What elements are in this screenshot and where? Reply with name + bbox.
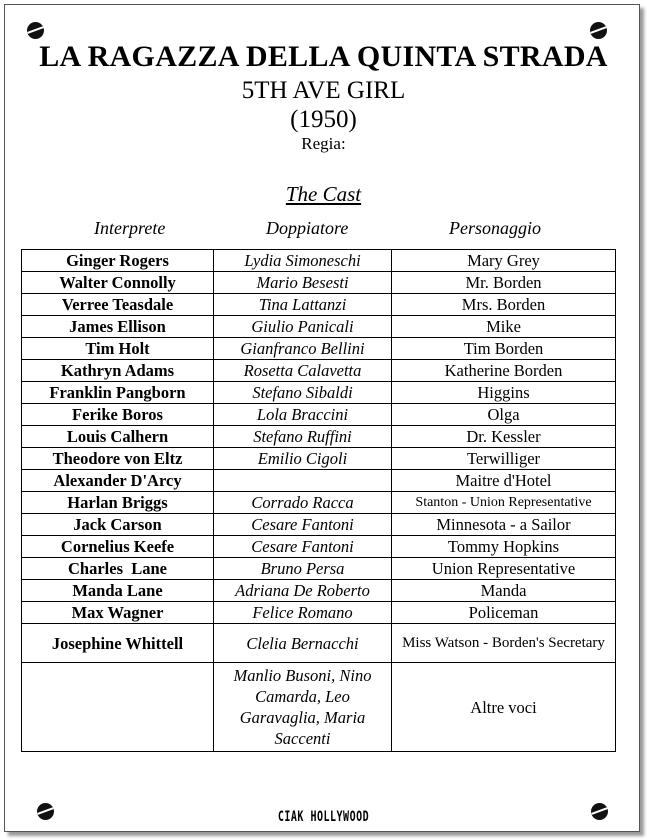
table-row xyxy=(22,360,616,382)
column-header-interprete: Interprete xyxy=(94,218,166,238)
table-row xyxy=(22,250,616,272)
dubber-cell: Cesare Fantoni xyxy=(214,514,392,536)
table-row xyxy=(22,492,616,514)
character-cell: Maitre d'Hotel xyxy=(392,470,616,492)
actor-cell: Manda Lane xyxy=(22,580,214,602)
original-title: 5TH AVE GIRL xyxy=(241,77,406,104)
dubber-cell: Adriana De Roberto xyxy=(214,580,392,602)
actor-cell: Josephine Whittell xyxy=(22,624,214,663)
actor-cell xyxy=(22,663,214,752)
character-cell: Terwilliger xyxy=(392,448,616,470)
character-cell: Tommy Hopkins xyxy=(392,536,616,558)
character-cell: Mrs. Borden xyxy=(392,294,616,316)
table-row xyxy=(22,272,616,294)
character-cell: Miss Watson - Borden's Secretary xyxy=(392,624,616,663)
dubber-cell: Felice Romano xyxy=(214,602,392,624)
table-row xyxy=(22,663,616,752)
character-cell: Olga xyxy=(392,404,616,426)
actor-cell: Kathryn Adams xyxy=(22,360,214,382)
column-header-doppiatore: Doppiatore xyxy=(266,218,349,238)
actor-cell: Cornelius Keefe xyxy=(22,536,214,558)
actor-cell: James Ellison xyxy=(22,316,214,338)
table-row xyxy=(22,580,616,602)
dubber-cell: Manlio Busoni, Nino Camarda, Leo Garavaglia, Maria Saccenti xyxy=(214,663,392,752)
dubber-cell: Gianfranco Bellini xyxy=(214,338,392,360)
table-row xyxy=(22,382,616,404)
table-row xyxy=(22,294,616,316)
character-cell: Manda xyxy=(392,580,616,602)
dubber-cell: Lydia Simoneschi xyxy=(214,250,392,272)
table-row xyxy=(22,470,616,492)
character-cell: Tim Borden xyxy=(392,338,616,360)
director-label: Regia: xyxy=(301,134,346,153)
dubber-cell: Cesare Fantoni xyxy=(214,536,392,558)
table-row xyxy=(22,602,616,624)
dubber-cell: Tina Lattanzi xyxy=(214,294,392,316)
character-cell: Policeman xyxy=(392,602,616,624)
dubber-cell: Mario Besesti xyxy=(214,272,392,294)
table-row xyxy=(22,316,616,338)
screw-icon xyxy=(590,22,607,39)
table-row xyxy=(22,558,616,580)
actor-cell: Ferike Boros xyxy=(22,404,214,426)
table-row xyxy=(22,536,616,558)
actor-cell: Verree Teasdale xyxy=(22,294,214,316)
character-cell: Altre voci xyxy=(392,663,616,752)
dubber-cell: Corrado Racca xyxy=(214,492,392,514)
actor-cell: Charles Lane xyxy=(22,558,214,580)
dubber-cell: Emilio Cigoli xyxy=(214,448,392,470)
table-row xyxy=(22,514,616,536)
actor-cell: Harlan Briggs xyxy=(22,492,214,514)
ciak-hollywood-logo: CIAK HOLLYWOOD xyxy=(277,809,370,826)
character-cell: Mr. Borden xyxy=(392,272,616,294)
actor-cell: Louis Calhern xyxy=(22,426,214,448)
table-row xyxy=(22,426,616,448)
table-row xyxy=(22,338,616,360)
table-row xyxy=(22,404,616,426)
character-cell: Dr. Kessler xyxy=(392,426,616,448)
character-cell: Katherine Borden xyxy=(392,360,616,382)
screw-icon xyxy=(27,22,44,39)
dubber-cell: Clelia Bernacchi xyxy=(214,624,392,663)
table-row xyxy=(22,624,616,663)
character-cell: Stanton - Union Representative xyxy=(392,492,616,514)
actor-cell: Ginger Rogers xyxy=(22,250,214,272)
dubber-cell: Stefano Ruffini xyxy=(214,426,392,448)
character-cell: Mary Grey xyxy=(392,250,616,272)
page-title: LA RAGAZZA DELLA QUINTA STRADA xyxy=(39,40,608,73)
actor-cell: Tim Holt xyxy=(22,338,214,360)
dubber-cell: Stefano Sibaldi xyxy=(214,382,392,404)
character-cell: Union Representative xyxy=(392,558,616,580)
actor-cell: Alexander D'Arcy xyxy=(22,470,214,492)
character-cell: Minnesota - a Sailor xyxy=(392,514,616,536)
actor-cell: Jack Carson xyxy=(22,514,214,536)
dubber-cell: Giulio Panicali xyxy=(214,316,392,338)
dubber-cell xyxy=(214,470,392,492)
dubber-cell: Lola Braccini xyxy=(214,404,392,426)
release-year: (1950) xyxy=(290,106,357,133)
character-cell: Mike xyxy=(392,316,616,338)
actor-cell: Theodore von Eltz xyxy=(22,448,214,470)
table-row xyxy=(22,448,616,470)
cast-table xyxy=(21,249,616,752)
column-header-personaggio: Personaggio xyxy=(449,218,541,238)
dubber-cell: Rosetta Calavetta xyxy=(214,360,392,382)
actor-cell: Max Wagner xyxy=(22,602,214,624)
cast-heading: The Cast xyxy=(285,182,362,206)
actor-cell: Franklin Pangborn xyxy=(22,382,214,404)
character-cell: Higgins xyxy=(392,382,616,404)
actor-cell: Walter Connolly xyxy=(22,272,214,294)
dubber-cell: Bruno Persa xyxy=(214,558,392,580)
